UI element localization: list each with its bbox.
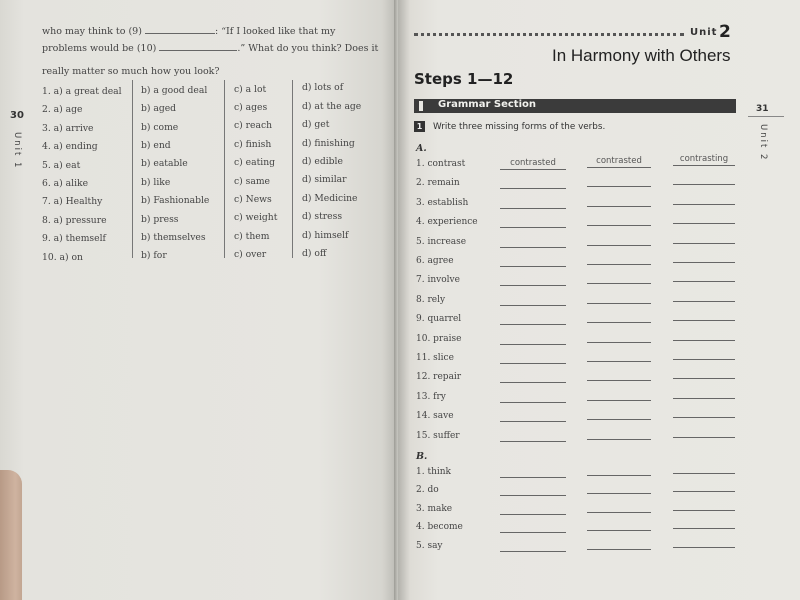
answer-blank[interactable] (587, 264, 651, 265)
answer-option[interactable]: d) get (302, 119, 330, 131)
column-divider (292, 80, 293, 258)
answer-option[interactable]: d) lots of (302, 82, 344, 94)
verb-item: 3. make (416, 503, 453, 514)
answer-option[interactable]: 2. a) age (42, 104, 83, 116)
answer-blank[interactable] (673, 262, 735, 263)
intro-text: : “If I looked like that my (214, 26, 336, 37)
intro-text: who may think to (9) (42, 26, 142, 37)
answer-blank[interactable] (587, 512, 651, 513)
answer-option[interactable]: 9. a) themself (42, 233, 106, 245)
example-answer: contrasted (596, 156, 642, 166)
answer-blank[interactable] (500, 441, 566, 442)
verb-item: 4. become (416, 522, 463, 533)
verb-item: 5. increase (416, 236, 467, 247)
header-dotted-rule (414, 33, 684, 36)
answer-blank[interactable] (673, 223, 735, 224)
answer-blank[interactable] (587, 342, 651, 343)
answer-blank[interactable] (587, 206, 651, 207)
column-divider (224, 80, 225, 258)
section-marker-icon (419, 101, 423, 111)
answer-blank[interactable] (500, 344, 566, 345)
section-header-bar (414, 99, 736, 113)
answer-option[interactable]: d) similar (302, 174, 347, 186)
example-answer: contrasting (679, 154, 729, 164)
verb-item: 14. save (416, 411, 454, 422)
thumb (0, 470, 22, 600)
answer-blank-10[interactable] (159, 50, 237, 51)
answer-option[interactable]: 5. a) eat (42, 159, 81, 171)
answer-blank[interactable] (500, 514, 566, 515)
verb-item: 7. involve (416, 275, 460, 286)
answer-blank[interactable] (500, 382, 566, 383)
answer-option[interactable]: 3. a) arrive (42, 122, 94, 134)
answer-option[interactable]: b) come (141, 121, 179, 133)
answer-option[interactable]: d) stress (302, 211, 343, 223)
answer-option[interactable]: 4. a) ending (42, 141, 98, 153)
answer-blank[interactable] (673, 547, 735, 548)
verb-item: 9. quarrel (416, 314, 462, 325)
part-b-label: B. (416, 451, 428, 462)
verb-item: 15. suffer (416, 430, 460, 441)
answer-option[interactable]: d) Medicine (302, 192, 358, 204)
answer-blank[interactable] (500, 495, 566, 496)
answer-blank[interactable] (500, 247, 566, 248)
answer-blank[interactable] (673, 281, 735, 282)
answer-blank[interactable] (673, 378, 735, 379)
verb-item: 5. say (416, 540, 443, 551)
answer-blank[interactable] (673, 243, 735, 244)
answer-option[interactable]: d) himself (302, 229, 349, 241)
answer-blank[interactable] (500, 477, 566, 478)
answer-blank[interactable] (500, 402, 566, 403)
right-page (398, 0, 800, 600)
answer-option[interactable]: c) same (234, 175, 270, 187)
answer-blank[interactable] (587, 167, 651, 168)
answer-option[interactable]: b) for (141, 250, 167, 262)
column-divider (132, 80, 133, 258)
answer-blank[interactable] (587, 186, 651, 187)
example-answer: contrasted (510, 158, 556, 168)
page-number: 30 (10, 110, 24, 121)
answer-option[interactable]: c) News (234, 194, 272, 205)
answer-blank[interactable] (500, 266, 566, 267)
answer-option[interactable]: b) eatable (141, 158, 188, 170)
answer-option[interactable]: 8. a) pressure (42, 214, 107, 226)
answer-blank[interactable] (587, 245, 651, 246)
answer-option[interactable]: c) a lot (234, 83, 267, 95)
answer-blank[interactable] (587, 400, 651, 401)
answer-blank[interactable] (587, 225, 651, 226)
answer-blank[interactable] (673, 359, 735, 360)
answer-option[interactable]: c) reach (234, 120, 273, 132)
intro-line-2 (42, 43, 378, 54)
answer-blank[interactable] (587, 303, 651, 304)
answer-option[interactable]: d) at the age (302, 100, 362, 112)
unit-side-tab: Unit 1 (12, 132, 22, 170)
answer-option[interactable]: b) a good deal (141, 84, 208, 96)
answer-blank[interactable] (500, 227, 566, 228)
answer-blank[interactable] (673, 473, 735, 474)
answer-blank[interactable] (500, 285, 566, 286)
answer-option[interactable]: c) over (234, 249, 267, 261)
unit-label: Unit (690, 27, 718, 38)
answer-option[interactable]: d) edible (302, 156, 343, 167)
answer-blank-9[interactable] (145, 33, 215, 34)
answer-option[interactable]: b) aged (141, 103, 177, 115)
answer-option[interactable]: b) end (141, 140, 171, 151)
answer-blank[interactable] (673, 184, 735, 185)
answer-blank[interactable] (587, 322, 651, 323)
page-number: 31 (756, 104, 769, 114)
answer-option[interactable]: b) press (141, 213, 179, 225)
answer-option[interactable]: b) Fashionable (141, 195, 210, 207)
verb-item: 4. experience (416, 217, 478, 228)
steps-title: Steps 1—12 (414, 70, 514, 88)
answer-blank[interactable] (673, 417, 735, 418)
answer-blank[interactable] (587, 549, 651, 550)
part-a-label: A. (416, 143, 427, 154)
answer-option[interactable]: b) like (141, 176, 171, 188)
answer-blank[interactable] (587, 419, 651, 420)
answer-blank[interactable] (500, 188, 566, 189)
answer-blank[interactable] (673, 320, 735, 321)
answer-option[interactable]: c) eating (234, 157, 275, 169)
intro-text: problems would be (10) (42, 43, 157, 54)
answer-blank[interactable] (500, 532, 566, 533)
answer-blank[interactable] (587, 439, 651, 440)
task-instruction: Write three missing forms of the verbs. (433, 122, 606, 132)
answer-option[interactable]: 6. a) alike (42, 178, 89, 189)
intro-text: .” What do you think? Does it (237, 43, 379, 54)
verb-item: 6. agree (416, 256, 454, 266)
answer-option[interactable]: b) themselves (141, 232, 206, 243)
answer-blank[interactable] (587, 380, 651, 381)
answer-option[interactable]: c) ages (234, 102, 268, 113)
answer-option[interactable]: d) off (302, 248, 327, 259)
answer-option[interactable]: 10. a) on (42, 251, 83, 263)
answer-blank[interactable] (673, 437, 735, 438)
answer-blank[interactable] (673, 491, 735, 492)
answer-blank[interactable] (500, 169, 566, 170)
side-tab-rule (748, 116, 784, 117)
answer-option[interactable]: d) finishing (302, 137, 355, 149)
answer-blank[interactable] (500, 421, 566, 422)
answer-blank[interactable] (500, 363, 566, 364)
answer-blank[interactable] (500, 305, 566, 306)
section-title: Grammar Section (438, 99, 536, 110)
answer-option[interactable]: c) finish (234, 138, 272, 150)
verb-item: 3. establish (416, 197, 469, 208)
answer-blank[interactable] (500, 324, 566, 325)
unit-title: In Harmony with Others (552, 46, 731, 65)
answer-blank[interactable] (587, 361, 651, 362)
answer-option[interactable]: 1. a) a great deal (42, 86, 122, 97)
answer-blank[interactable] (673, 510, 735, 511)
verb-item: 2. do (416, 485, 439, 496)
answer-blank[interactable] (673, 398, 735, 399)
intro-line-1 (42, 26, 335, 37)
answer-blank[interactable] (587, 475, 651, 476)
verb-item: 12. repair (416, 372, 462, 383)
answer-blank[interactable] (500, 208, 566, 209)
answer-blank[interactable] (673, 301, 735, 302)
answer-option[interactable]: 7. a) Healthy (42, 196, 103, 208)
intro-text: really matter so much how you look? (42, 66, 220, 77)
answer-option[interactable]: c) weight (234, 212, 278, 224)
verb-item: 10. praise (416, 333, 462, 344)
intro-line-3 (42, 66, 220, 77)
answer-blank[interactable] (587, 283, 651, 284)
answer-blank[interactable] (587, 493, 651, 494)
unit-number: 2 (719, 22, 731, 42)
answer-blank[interactable] (673, 204, 735, 205)
answer-blank[interactable] (673, 528, 735, 529)
verb-item: 1. think (416, 467, 451, 477)
verb-item: 13. fry (416, 391, 446, 402)
left-page (0, 0, 398, 600)
answer-blank[interactable] (587, 530, 651, 531)
answer-option[interactable]: c) them (234, 230, 270, 242)
answer-blank[interactable] (500, 551, 566, 552)
answer-blank[interactable] (673, 165, 735, 166)
verb-item: 8. rely (416, 294, 446, 305)
verb-item: 1. contrast (416, 159, 466, 169)
answer-blank[interactable] (673, 340, 735, 341)
verb-item: 2. remain (416, 178, 460, 189)
unit-side-tab: Unit 2 (758, 124, 768, 162)
verb-item: 11. slice (416, 353, 454, 363)
task-number-badge: 1 (414, 121, 425, 132)
